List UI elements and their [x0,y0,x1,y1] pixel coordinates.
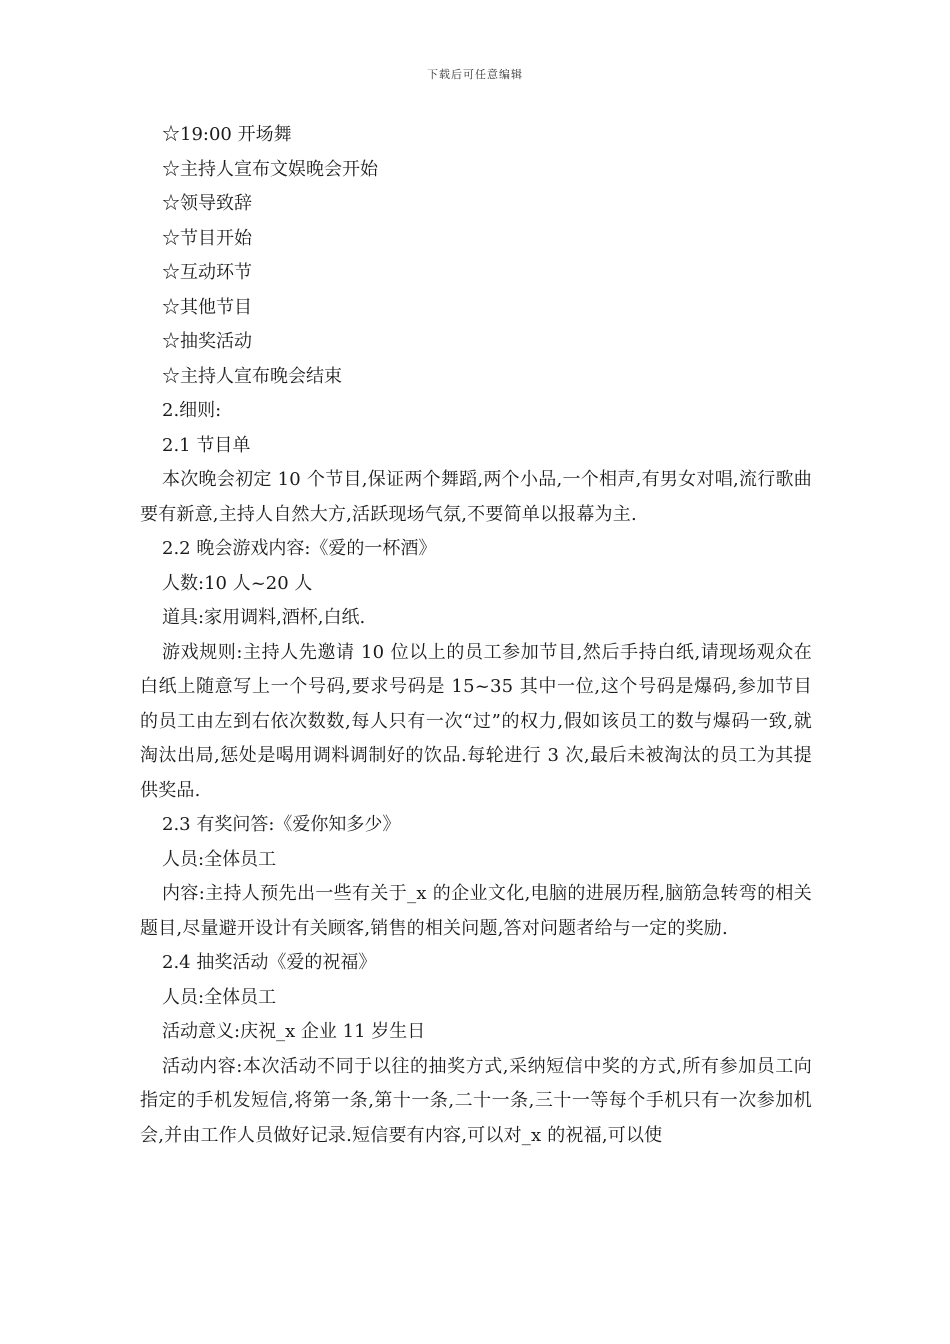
subsection-heading-program: 2.1 节目单 [162,434,251,456]
agenda-item: ☆19:00 开场舞 [162,124,292,145]
agenda-item: ☆领导致辞 [162,193,252,214]
subsection-heading-game: 2.2 晚会游戏内容:《爱的一杯酒》 [162,538,437,559]
agenda-item: ☆抽奖活动 [162,331,252,352]
game-people: 人数:10 人~20 人 [162,572,313,594]
agenda-item: ☆节目开始 [162,227,252,249]
game-rules-paragraph: 游戏规则:主持人先邀请 10 位以上的员工参加节目,然后手持白纸,请现场观众在白纸上随意写上一个号码,要求号码是 15~35 其中一位,这个号码是爆码,参加节目的员工由左到右依次数数,每人只有一次“过”的权力,假如该员工的数与爆码一致,就淘汰出局,惩处是喝用调料调制好的饮品.每轮进行 3 次,最后未被淘汰的员工为其提供奖品. [140,641,812,801]
lottery-people: 人员:全体员工 [162,986,277,1008]
lottery-content-paragraph: 活动内容:本次活动不同于以往的抽奖方式,采纳短信中奖的方式,所有参加员工向指定的手机发短信,将第一条,第十一条,二十一条,三十一等每个手机只有一次参加机会,并由工作人员做好记录.短信要有内容,可以对_x 的祝福,可以使 [140,1055,812,1146]
agenda-item: ☆互动环节 [162,262,252,283]
section-heading-details: 2.细则: [162,400,222,421]
quiz-people: 人员:全体员工 [162,848,277,870]
agenda-item: ☆主持人宣布晚会结束 [162,365,342,387]
quiz-content-paragraph: 内容:主持人预先出一些有关于_x 的企业文化,电脑的进展历程,脑筋急转弯的相关题目,尽量避开设计有关顾客,销售的相关问题,答对问题者给与一定的奖励. [140,883,812,939]
agenda-item: ☆其他节目 [162,296,252,318]
agenda-item: ☆主持人宣布文娱晚会开始 [162,158,378,180]
page-header-note: 下载后可任意编辑 [427,68,523,81]
lottery-meaning: 活动意义:庆祝_x 企业 11 岁生日 [162,1021,426,1042]
subsection-heading-lottery: 2.4 抽奖活动《爱的祝福》 [162,952,377,973]
program-paragraph: 本次晚会初定 10 个节目,保证两个舞蹈,两个小品,一个相声,有男女对唱,流行歌曲要有新意,主持人自然大方,活跃现场气氛,不要简单以报幕为主. [140,469,812,525]
subsection-heading-quiz: 2.3 有奖问答:《爱你知多少》 [162,814,401,835]
document-body [140,118,812,1153]
game-props: 道具:家用调料,酒杯,白纸. [162,607,366,628]
